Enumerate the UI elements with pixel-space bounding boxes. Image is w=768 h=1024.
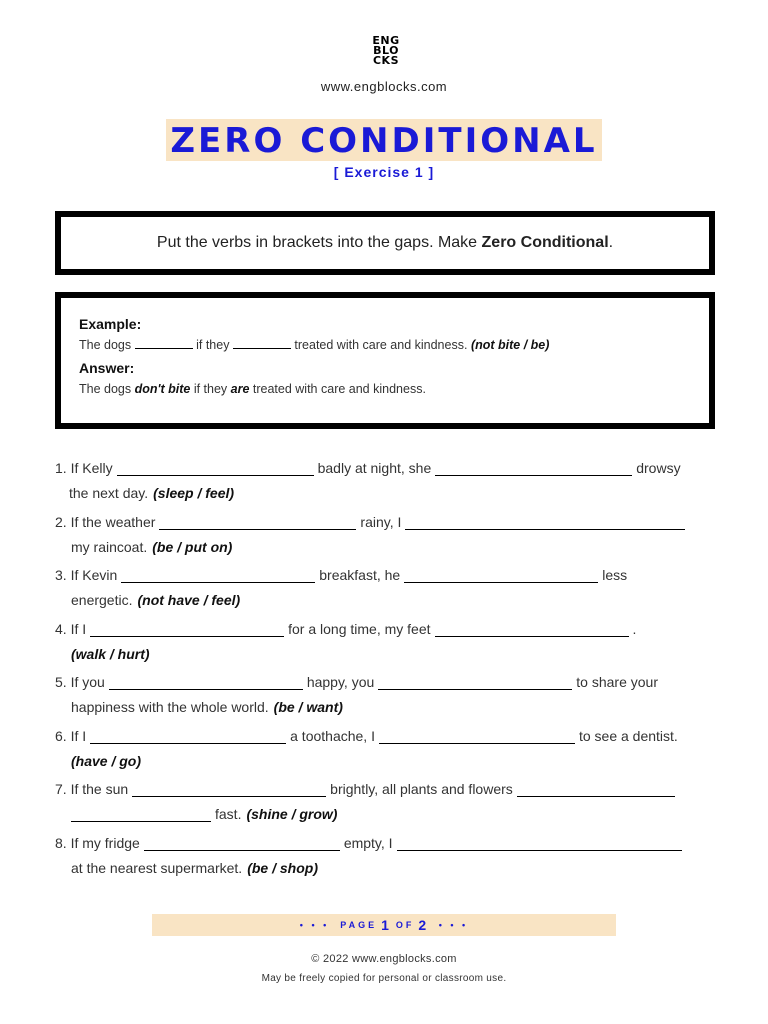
exercise-item	[55, 781, 715, 835]
verb-hint: (be / shop)	[247, 859, 318, 876]
exercise-text: rainy, I	[360, 513, 402, 530]
answer-gap[interactable]	[121, 568, 315, 583]
exercise-text: breakfast, he	[319, 567, 401, 583]
answer-gap[interactable]	[404, 568, 598, 583]
exercise-text: my raincoat.	[71, 538, 148, 555]
answer-gap[interactable]	[90, 729, 286, 744]
exercise-text: happy, you	[306, 674, 375, 690]
copyright: © 2022 www.engblocks.com	[311, 953, 457, 965]
exercise-item	[55, 674, 715, 728]
logo-line-3: CKS	[372, 54, 400, 67]
exercise-text: at the nearest supermarket.	[71, 859, 243, 876]
answer-gap[interactable]	[144, 836, 340, 851]
engblocks-logo	[366, 36, 406, 66]
exercise-text: empty, I	[343, 834, 393, 851]
exercise-text: 5. If you	[55, 674, 105, 690]
example-hint: (not bite / be)	[470, 338, 550, 352]
dots-right: • • •	[438, 920, 469, 930]
example-heading: Example:	[79, 316, 142, 332]
answer-heading: Answer:	[79, 360, 135, 376]
exercise-item	[55, 514, 715, 568]
verb-hint: (walk / hurt)	[71, 645, 150, 662]
answer-part: if they	[190, 382, 231, 396]
instruction-text: Put the verbs in brackets into the gaps. Make	[156, 234, 482, 251]
exercise-text: the next day.	[69, 485, 149, 501]
exercise-text: badly at night, she	[317, 460, 432, 476]
exercise-text: to see a dentist.	[578, 727, 678, 744]
exercise-text: less	[602, 567, 628, 583]
answer-gap[interactable]	[117, 461, 314, 476]
logo-line-2: BLO	[373, 44, 399, 57]
answer-gap[interactable]	[71, 807, 211, 822]
answer-part: treated with care and kindness.	[249, 382, 426, 396]
answer-gap[interactable]	[379, 729, 575, 744]
example-part: treated with care and kindness.	[294, 338, 468, 352]
exercise-text: 8. If my fridge	[55, 834, 140, 851]
answer-gap[interactable]	[405, 515, 685, 530]
example-box	[55, 292, 715, 429]
exercise-text: happiness with the whole world.	[71, 699, 269, 715]
answer-gap[interactable]	[397, 836, 682, 851]
license-note: May be freely copied for personal or classroom use.	[261, 973, 507, 984]
verb-hint: (sleep / feel)	[153, 485, 235, 501]
exercise-text: energetic.	[71, 592, 133, 608]
exercise-text: .	[632, 620, 637, 637]
instruction-bold: Zero Conditional	[481, 234, 609, 251]
answer-gap[interactable]	[517, 782, 675, 797]
dots-left: • • •	[299, 920, 330, 930]
example-part: if they	[196, 338, 230, 352]
instruction-end: .	[608, 234, 614, 251]
exercise-list	[55, 460, 715, 888]
answer-part: The dogs	[79, 382, 135, 396]
page-word: PAGE	[340, 920, 378, 930]
exercise-text: 7. If the sun	[55, 781, 129, 797]
exercise-item	[55, 567, 715, 621]
example-gap	[233, 338, 291, 349]
page-number: 1	[381, 917, 392, 933]
exercise-item	[55, 460, 715, 514]
exercise-subtitle: [ Exercise 1 ]	[333, 164, 435, 180]
exercise-item	[55, 728, 715, 782]
exercise-text: drowsy	[636, 460, 681, 476]
exercise-text: 6. If I	[55, 727, 87, 744]
exercise-text: 3. If Kevin	[55, 567, 118, 583]
answer-gap[interactable]	[90, 622, 284, 637]
verb-hint: (be / put on)	[152, 538, 233, 555]
exercise-text: brightly, all plants and flowers	[330, 781, 513, 797]
site-url[interactable]: www.engblocks.com	[320, 79, 448, 94]
answer-sentence	[79, 382, 699, 396]
exercise-text: a toothache, I	[290, 727, 375, 744]
of-word: OF	[395, 920, 415, 930]
example-part: The dogs	[79, 338, 132, 352]
exercise-text: fast.	[215, 806, 242, 822]
answer-gap[interactable]	[435, 622, 629, 637]
example-sentence	[79, 338, 699, 352]
example-gap	[135, 338, 193, 349]
exercise-text: for a long time, my feet	[288, 620, 431, 637]
exercise-text: 1. If Kelly	[55, 460, 113, 476]
exercise-text: 2. If the weather	[55, 513, 156, 530]
logo-line-1: ENG	[372, 34, 400, 47]
answer-gap[interactable]	[435, 461, 632, 476]
verb-hint: (shine / grow)	[246, 806, 338, 822]
page-title: ZERO CONDITIONAL	[166, 119, 601, 161]
answer-gap[interactable]	[109, 675, 303, 690]
instruction-box	[55, 211, 715, 275]
page-total: 2	[418, 917, 430, 933]
answer-gap[interactable]	[159, 515, 356, 530]
title-wrap	[0, 119, 768, 161]
answer-gap[interactable]	[378, 675, 572, 690]
exercise-item	[55, 621, 715, 675]
answer-bold: don't bite	[134, 382, 191, 396]
verb-hint: (have / go)	[71, 752, 142, 769]
verb-hint: (be / want)	[273, 699, 343, 715]
exercise-item	[55, 835, 715, 889]
exercise-text: to share your	[576, 674, 658, 690]
exercise-text: 4. If I	[55, 620, 87, 637]
answer-gap[interactable]	[132, 782, 326, 797]
page-indicator	[152, 914, 616, 936]
answer-bold: are	[230, 382, 250, 396]
verb-hint: (not have / feel)	[137, 592, 241, 608]
